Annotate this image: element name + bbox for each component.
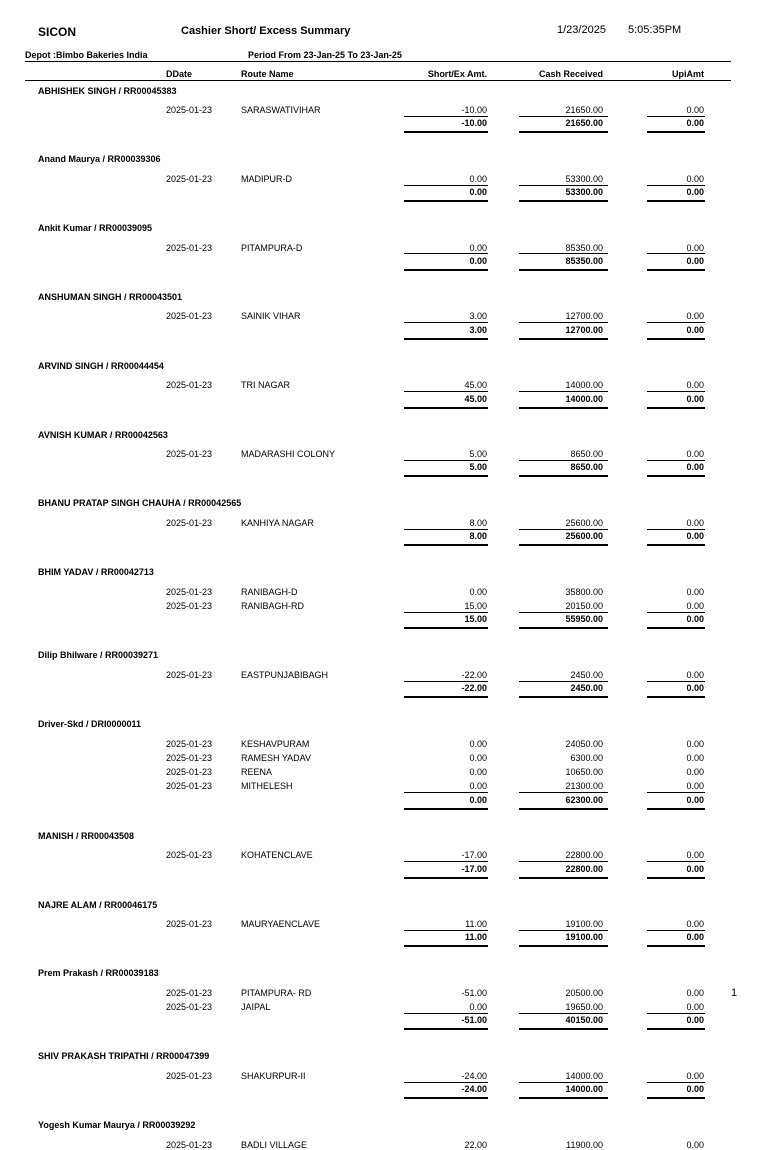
total-cash-received: 12700.00 <box>565 324 603 335</box>
row-route: MADARASHI COLONY <box>241 449 336 459</box>
period-label: Period From 23-Jan-25 To 23-Jan-25 <box>248 50 402 60</box>
subtotal-underline <box>404 808 488 810</box>
row-cash-received: 21300.00 <box>565 781 603 792</box>
row-upi-amount: 0.00 <box>686 850 704 861</box>
row-route: RAMESH YADAV <box>241 752 312 763</box>
subtotal-rule <box>519 1082 608 1083</box>
subtotal-rule <box>647 460 705 461</box>
subtotal-underline <box>404 200 488 202</box>
subtotal-rule <box>404 460 488 461</box>
total-short-excess: 45.00 <box>464 393 487 404</box>
subtotal-underline <box>404 696 488 698</box>
subtotal-underline <box>404 945 488 947</box>
subtotal-underline <box>404 131 488 133</box>
subtotal-rule <box>647 792 705 793</box>
total-short-excess: -51.00 <box>461 1015 487 1026</box>
row-route: MITHELESH <box>241 781 293 792</box>
total-cash-received: 85350.00 <box>565 255 603 266</box>
subtotal-rule <box>647 529 705 530</box>
total-upi-amount: 0.00 <box>686 118 704 129</box>
row-route: MAURYAENCLAVE <box>241 919 321 929</box>
row-short-excess: 45.00 <box>464 380 487 391</box>
group-header: NAJRE ALAM / RR00046175 <box>38 899 158 910</box>
subtotal-rule <box>519 185 608 186</box>
row-date: 2025-01-23 <box>166 600 213 611</box>
row-date: 2025-01-23 <box>166 767 213 778</box>
subtotal-rule <box>519 681 608 682</box>
row-short-excess: 0.00 <box>469 738 487 749</box>
group-header: ARVIND SINGH / RR00044454 <box>38 360 164 371</box>
row-route: SARASWATIVIHAR <box>241 105 321 115</box>
row-route: MADIPUR-D <box>241 173 292 184</box>
row-date: 2025-01-23 <box>166 173 213 184</box>
row-cash-received: 35800.00 <box>565 586 603 597</box>
row-date: 2025-01-23 <box>166 738 213 749</box>
subtotal-underline <box>519 544 608 546</box>
total-cash-received: 22800.00 <box>565 863 603 874</box>
group-header: Yogesh Kumar Maurya / RR00039292 <box>38 1120 196 1131</box>
subtotal-rule <box>404 253 488 254</box>
row-short-excess: 0.00 <box>469 781 487 792</box>
subtotal-underline <box>647 269 705 271</box>
subtotal-underline <box>519 131 608 133</box>
subtotal-rule <box>647 322 705 323</box>
subtotal-rule <box>647 185 705 186</box>
app-name: SICON <box>38 25 77 39</box>
total-upi-amount: 0.00 <box>686 1015 704 1026</box>
row-upi-amount: 0.00 <box>686 517 704 528</box>
row-short-excess: 15.00 <box>464 600 487 611</box>
subtotal-underline <box>647 131 705 133</box>
row-cash-received: 2450.00 <box>570 669 603 680</box>
total-short-excess: -22.00 <box>461 683 487 693</box>
subtotal-rule <box>404 930 488 931</box>
subtotal-rule <box>519 529 608 530</box>
row-cash-received: 25600.00 <box>565 517 603 528</box>
row-upi-amount: 0.00 <box>686 105 704 115</box>
total-cash-received: 62300.00 <box>565 794 603 805</box>
row-short-excess: 0.00 <box>469 1002 487 1013</box>
row-cash-received: 53300.00 <box>565 173 603 184</box>
print-date: 1/23/2025 <box>557 24 606 36</box>
subtotal-underline <box>519 407 608 409</box>
row-date: 2025-01-23 <box>166 449 213 459</box>
subtotal-rule <box>519 930 608 931</box>
row-short-excess: 3.00 <box>469 311 487 322</box>
total-short-excess: 11.00 <box>464 932 487 943</box>
subtotal-rule <box>647 1082 705 1083</box>
subtotal-rule <box>404 529 488 530</box>
subtotal-rule <box>404 612 488 613</box>
row-upi-amount: 0.00 <box>686 600 704 611</box>
subtotal-rule <box>647 253 705 254</box>
total-short-excess: -17.00 <box>461 863 487 874</box>
row-cash-received: 85350.00 <box>565 242 603 253</box>
total-short-excess: -24.00 <box>461 1084 487 1095</box>
subtotal-underline <box>519 696 608 698</box>
row-route: PITAMPURA- RD <box>241 987 312 998</box>
total-upi-amount: 0.00 <box>686 683 704 693</box>
subtotal-underline <box>647 1028 705 1030</box>
subtotal-rule <box>647 930 705 931</box>
row-short-excess: -10.00 <box>461 105 487 115</box>
total-cash-received: 2450.00 <box>570 683 603 693</box>
print-time: 5:05:35PM <box>628 24 682 36</box>
subtotal-underline <box>519 1097 608 1099</box>
row-date: 2025-01-23 <box>166 380 213 391</box>
row-route: KANHIYA NAGAR <box>241 517 314 528</box>
row-cash-received: 14000.00 <box>565 1070 603 1081</box>
row-short-excess: 22.00 <box>464 1139 487 1150</box>
col-header-cash-received: Cash Received <box>538 69 603 79</box>
row-upi-amount: 0.00 <box>686 311 704 322</box>
row-cash-received: 11900.00 <box>566 1139 603 1150</box>
subtotal-rule <box>519 861 608 862</box>
subtotal-underline <box>519 877 608 879</box>
total-upi-amount: 0.00 <box>686 614 704 625</box>
total-upi-amount: 0.00 <box>686 393 704 404</box>
subtotal-underline <box>404 407 488 409</box>
row-route: EASTPUNJABIBAGH <box>241 669 329 680</box>
row-date: 2025-01-23 <box>166 1002 213 1013</box>
total-upi-amount: 0.00 <box>686 1084 704 1095</box>
group-header: Driver-Skd / DRI0000011 <box>38 719 142 729</box>
subtotal-rule <box>404 792 488 793</box>
subtotal-rule <box>647 861 705 862</box>
row-route: REENA <box>241 767 273 778</box>
subtotal-underline <box>519 475 608 477</box>
row-upi-amount: 0.00 <box>686 987 704 998</box>
group-header: Ankit Kumar / RR00039095 <box>38 223 153 234</box>
row-date: 2025-01-23 <box>166 781 213 792</box>
row-route: PITAMPURA-D <box>241 242 303 253</box>
subtotal-rule <box>519 391 608 392</box>
row-upi-amount: 0.00 <box>686 173 704 184</box>
total-short-excess: 5.00 <box>469 462 487 473</box>
row-upi-amount: 0.00 <box>686 781 704 792</box>
subtotal-underline <box>647 200 705 202</box>
subtotal-underline <box>647 696 705 698</box>
row-upi-amount: 0.00 <box>686 380 704 391</box>
row-upi-amount: 0.00 <box>686 586 704 597</box>
total-cash-received: 25600.00 <box>565 531 603 542</box>
subtotal-underline <box>647 544 705 546</box>
subtotal-rule <box>647 612 705 613</box>
subtotal-underline <box>404 1028 488 1030</box>
subtotal-rule <box>404 1013 488 1014</box>
row-upi-amount: 0.00 <box>686 242 704 253</box>
total-cash-received: 40150.00 <box>565 1015 603 1026</box>
row-cash-received: 19650.00 <box>565 1002 603 1013</box>
row-upi-amount: 0.00 <box>686 1002 704 1013</box>
row-upi-amount: 0.00 <box>686 738 704 749</box>
row-date: 2025-01-23 <box>166 1070 213 1081</box>
row-short-excess: 11.00 <box>465 919 487 929</box>
report-title: Cashier Short/ Excess Summary <box>181 25 351 37</box>
subtotal-rule <box>404 322 488 323</box>
group-header: ABHISHEK SINGH / RR00045383 <box>38 85 177 96</box>
row-date: 2025-01-23 <box>166 1139 213 1150</box>
row-date: 2025-01-23 <box>166 586 213 597</box>
row-upi-amount: 0.00 <box>686 752 704 763</box>
row-upi-amount: 0.00 <box>686 449 704 459</box>
row-upi-amount: 0.00 <box>686 767 704 778</box>
subtotal-rule <box>647 681 705 682</box>
subtotal-rule <box>647 391 705 392</box>
total-upi-amount: 0.00 <box>686 863 704 874</box>
row-cash-received: 21650.00 <box>565 105 603 115</box>
total-cash-received: 8650.00 <box>570 462 603 473</box>
subtotal-rule <box>519 612 608 613</box>
row-upi-amount: 0.00 <box>686 919 704 929</box>
total-cash-received: 55950.00 <box>565 614 603 625</box>
row-date: 2025-01-23 <box>166 850 213 861</box>
row-cash-received: 12700.00 <box>565 311 603 322</box>
total-short-excess: 0.00 <box>469 255 487 266</box>
subtotal-underline <box>519 945 608 947</box>
row-date: 2025-01-23 <box>166 987 213 998</box>
group-header: AVNISH KUMAR / RR00042563 <box>38 429 168 440</box>
subtotal-underline <box>404 338 488 340</box>
total-short-excess: 8.00 <box>469 531 487 542</box>
row-short-excess: 0.00 <box>469 242 487 253</box>
subtotal-underline <box>647 877 705 879</box>
row-short-excess: 0.00 <box>469 586 487 597</box>
subtotal-rule <box>519 253 608 254</box>
group-header: SHIV PRAKASH TRIPATHI / RR00047399 <box>38 1051 210 1062</box>
row-route: KOHATENCLAVE <box>241 850 313 861</box>
row-cash-received: 8650.00 <box>570 449 603 459</box>
total-upi-amount: 0.00 <box>686 932 704 943</box>
subtotal-underline <box>647 475 705 477</box>
group-header: MANISH / RR00043508 <box>38 830 135 841</box>
subtotal-underline <box>647 1097 705 1099</box>
row-short-excess: -22.00 <box>461 669 487 680</box>
row-cash-received: 24050.00 <box>565 738 603 749</box>
row-short-excess: -24.00 <box>461 1070 487 1081</box>
total-cash-received: 14000.00 <box>565 1084 603 1095</box>
row-date: 2025-01-23 <box>166 752 213 763</box>
subtotal-underline <box>404 877 488 879</box>
depot-label: Depot :Bimbo Bakeries India <box>25 50 148 60</box>
subtotal-underline <box>519 808 608 810</box>
subtotal-rule <box>519 116 608 117</box>
col-header-upi: UpiAmt <box>672 69 704 79</box>
row-short-excess: -17.00 <box>461 850 487 861</box>
subtotal-underline <box>404 1097 488 1099</box>
row-route: BADLI VILLAGE <box>241 1139 308 1150</box>
subtotal-underline <box>404 269 488 271</box>
row-cash-received: 14000.00 <box>565 380 603 391</box>
row-date: 2025-01-23 <box>166 669 213 680</box>
row-short-excess: 0.00 <box>469 173 487 184</box>
total-cash-received: 14000.00 <box>565 393 603 404</box>
subtotal-rule <box>519 792 608 793</box>
row-date: 2025-01-23 <box>166 517 213 528</box>
total-short-excess: 0.00 <box>469 187 487 198</box>
subtotal-underline <box>647 407 705 409</box>
row-cash-received: 10650.00 <box>565 767 603 778</box>
subtotal-rule <box>404 681 488 682</box>
total-cash-received: 19100.00 <box>565 932 603 943</box>
subtotal-rule <box>404 1082 488 1083</box>
total-upi-amount: 0.00 <box>686 187 704 198</box>
row-date: 2025-01-23 <box>166 105 213 115</box>
row-short-excess: 0.00 <box>469 752 487 763</box>
row-upi-amount: 0.00 <box>686 1139 704 1150</box>
total-upi-amount: 0.00 <box>686 531 704 542</box>
row-short-excess: 5.00 <box>469 449 487 459</box>
group-header: Dilip Bhilware / RR00039271 <box>38 650 159 661</box>
subtotal-underline <box>404 544 488 546</box>
subtotal-rule <box>404 861 488 862</box>
row-route: SHAKURPUR-II <box>241 1070 306 1081</box>
subtotal-rule <box>519 1013 608 1014</box>
subtotal-rule <box>404 185 488 186</box>
total-upi-amount: 0.00 <box>686 462 704 473</box>
row-cash-received: 20150.00 <box>565 600 603 611</box>
subtotal-underline <box>519 338 608 340</box>
col-header-date: DDate <box>166 69 193 79</box>
group-header: Anand Maurya / RR00039306 <box>38 154 161 165</box>
subtotal-rule <box>404 116 488 117</box>
subtotal-underline <box>647 945 705 947</box>
total-cash-received: 21650.00 <box>565 118 603 129</box>
row-cash-received: 22800.00 <box>565 850 603 861</box>
group-header: BHANU PRATAP SINGH CHAUHA / RR00042565 <box>38 498 242 509</box>
row-date: 2025-01-23 <box>166 242 213 253</box>
subtotal-underline <box>404 627 488 629</box>
row-short-excess: 0.00 <box>469 767 487 778</box>
page-number: 1 <box>731 987 738 999</box>
row-route: SAINIK VIHAR <box>241 311 301 322</box>
row-route: RANIBAGH-RD <box>241 600 305 611</box>
total-short-excess: 3.00 <box>469 324 487 335</box>
subtotal-rule <box>519 322 608 323</box>
col-header-short-excess: Short/Ex Amt. <box>427 69 487 79</box>
subtotal-underline <box>519 1028 608 1030</box>
row-route: RANIBAGH-D <box>241 586 298 597</box>
row-short-excess: 8.00 <box>469 517 487 528</box>
total-upi-amount: 0.00 <box>686 324 704 335</box>
subtotal-underline <box>647 808 705 810</box>
row-route: TRI NAGAR <box>241 380 291 391</box>
subtotal-rule <box>519 460 608 461</box>
row-date: 2025-01-23 <box>166 311 213 322</box>
subtotal-underline <box>647 627 705 629</box>
subtotal-underline <box>519 200 608 202</box>
group-header: BHIM YADAV / RR00042713 <box>38 567 154 578</box>
row-cash-received: 6300.00 <box>570 752 603 763</box>
subtotal-rule <box>647 1013 705 1014</box>
row-cash-received: 19100.00 <box>565 919 603 929</box>
row-short-excess: -51.00 <box>461 987 487 998</box>
total-upi-amount: 0.00 <box>686 794 704 805</box>
subtotal-rule <box>404 391 488 392</box>
subtotal-underline <box>519 269 608 271</box>
subtotal-rule <box>647 116 705 117</box>
row-route: KESHAVPURAM <box>241 738 310 749</box>
group-header: ANSHUMAN SINGH / RR00043501 <box>38 291 183 302</box>
total-short-excess: 0.00 <box>469 794 487 805</box>
col-header-route: Route Name <box>241 69 294 79</box>
subtotal-underline <box>647 338 705 340</box>
total-short-excess: 15.00 <box>464 614 487 625</box>
group-header: Prem Prakash / RR00039183 <box>38 968 159 979</box>
row-date: 2025-01-23 <box>166 919 213 929</box>
total-short-excess: -10.00 <box>461 118 487 129</box>
subtotal-underline <box>404 475 488 477</box>
subtotal-underline <box>519 627 608 629</box>
row-upi-amount: 0.00 <box>686 1070 704 1081</box>
row-route: JAIPAL <box>241 1002 271 1013</box>
total-upi-amount: 0.00 <box>686 255 704 266</box>
total-cash-received: 53300.00 <box>565 187 603 198</box>
row-cash-received: 20500.00 <box>565 987 603 998</box>
row-upi-amount: 0.00 <box>686 669 704 680</box>
